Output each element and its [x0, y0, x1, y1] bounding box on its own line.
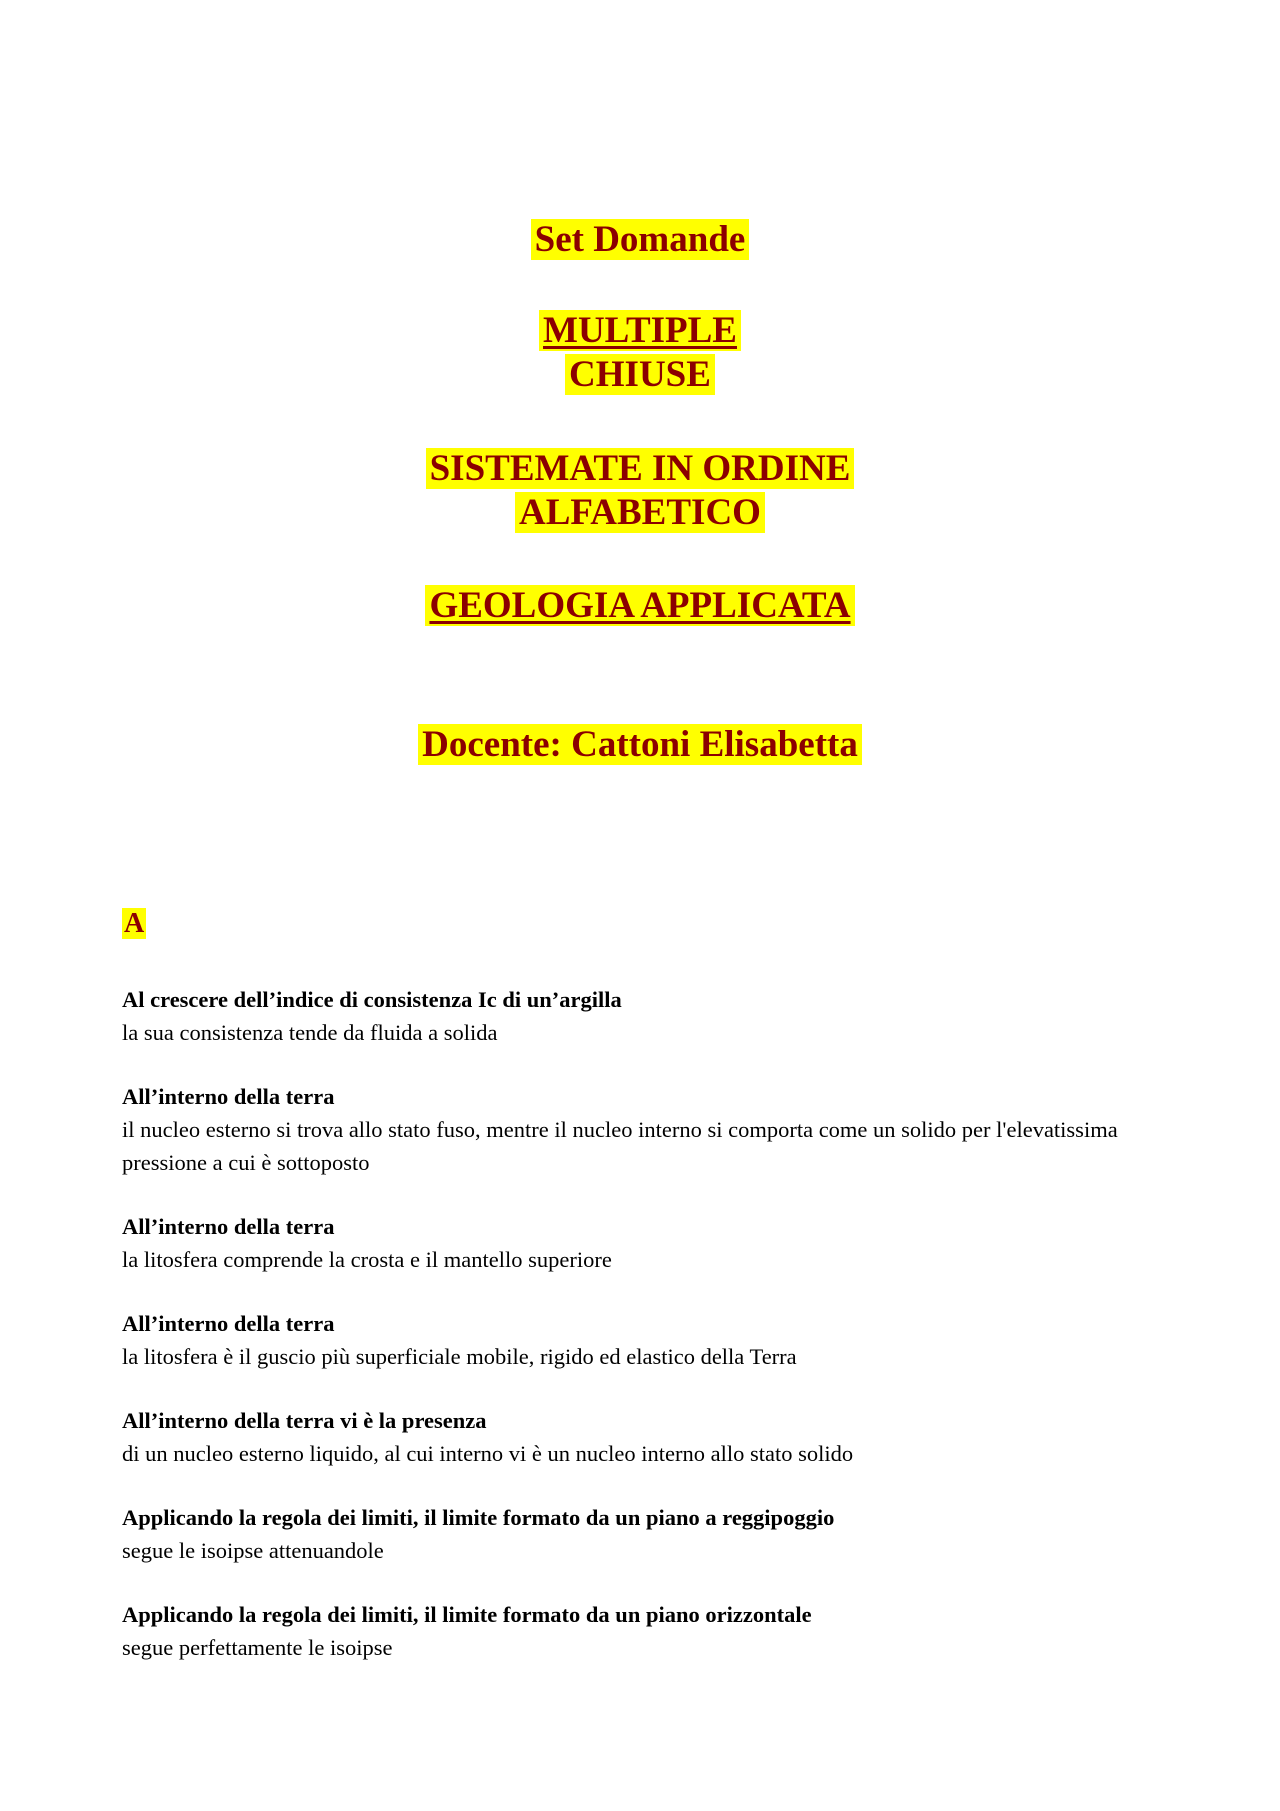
question-item [122, 983, 1162, 1049]
question-text: All’interno della terra [122, 1214, 335, 1239]
answer-text: segue le isoipse attenuandole [122, 1538, 384, 1563]
answer-text: il nucleo esterno si trova allo stato fuso, mentre il nucleo interno si comporta come un solido per l'elevatissima pressione a cui è sottoposto [122, 1117, 1118, 1175]
question-text: All’interno della terra [122, 1311, 335, 1336]
title-line-1: Set Domande [531, 219, 750, 260]
title-multiple-chiuse [0, 309, 1280, 397]
title-line-2a: MULTIPLE [539, 310, 741, 351]
question-list [122, 983, 1162, 1695]
title-line-3a: SISTEMATE IN ORDINE [426, 448, 855, 489]
question-text: Al crescere dell’indice di consistenza Ic di un’argilla [122, 987, 622, 1012]
answer-text: la litosfera è il guscio più superficiale mobile, rigido ed elastico della Terra [122, 1344, 797, 1369]
question-text: Applicando la regola dei limiti, il limite formato da un piano orizzontale [122, 1602, 812, 1627]
question-text: All’interno della terra vi è la presenza [122, 1408, 487, 1433]
title-set-domande [0, 218, 1280, 262]
section-letter [122, 907, 146, 941]
title-line-4: GEOLOGIA APPLICATA [425, 585, 854, 626]
section-letter-label: A [124, 908, 145, 939]
question-text: Applicando la regola dei limiti, il limite formato da un piano a reggipoggio [122, 1505, 835, 1530]
question-item [122, 1307, 1162, 1373]
answer-text: segue perfettamente le isoipse [122, 1635, 393, 1660]
title-teacher [0, 723, 1280, 767]
title-line-2b: CHIUSE [565, 354, 715, 395]
title-line-3b: ALFABETICO [515, 492, 765, 533]
answer-text: di un nucleo esterno liquido, al cui interno vi è un nucleo interno allo stato solido [122, 1441, 854, 1466]
title-subject [0, 584, 1280, 628]
answer-text: la litosfera comprende la crosta e il mantello superiore [122, 1247, 612, 1272]
answer-text: la sua consistenza tende da fluida a solida [122, 1020, 498, 1045]
question-item [122, 1210, 1162, 1276]
question-item [122, 1080, 1162, 1179]
question-item [122, 1404, 1162, 1470]
title-line-5: Docente: Cattoni Elisabetta [418, 724, 862, 765]
question-item [122, 1501, 1162, 1567]
title-ordine-alfabetico [0, 447, 1280, 535]
question-item [122, 1598, 1162, 1664]
question-text: All’interno della terra [122, 1084, 335, 1109]
